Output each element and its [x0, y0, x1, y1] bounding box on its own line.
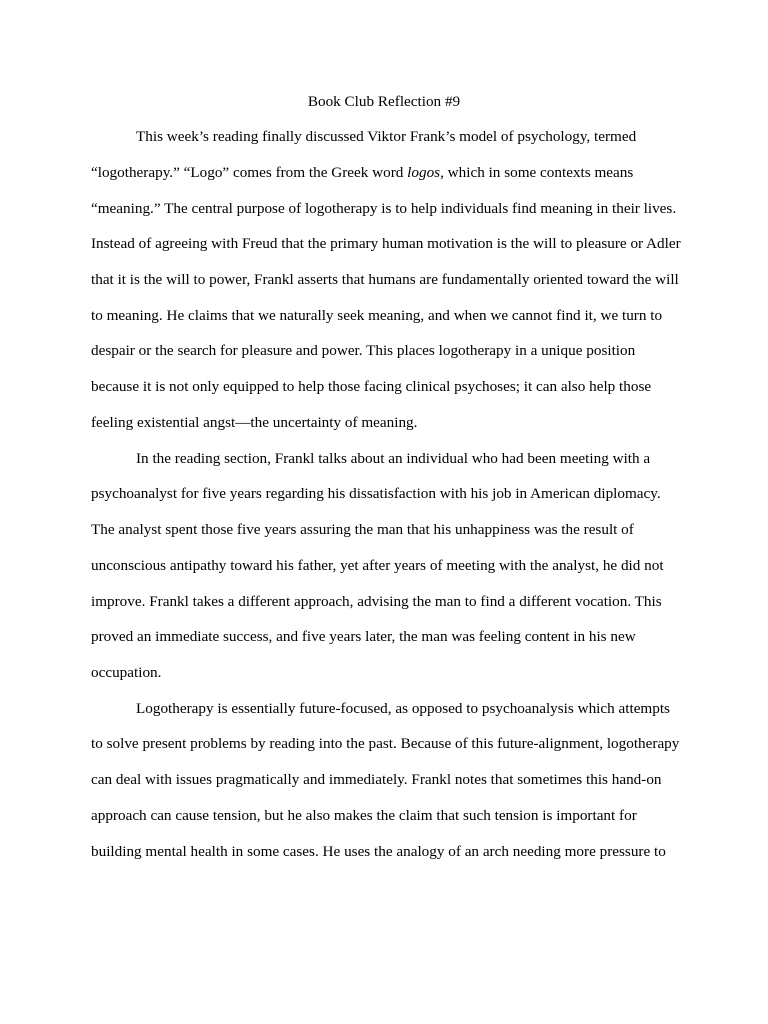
- paragraph-2-line-6: proved an immediate success, and five years later, the man was feeling content in his new: [91, 628, 636, 645]
- paragraph-3-line-2: to solve present problems by reading into the past. Because of this future-alignment, logotherapy: [91, 735, 680, 752]
- paragraph-1-line-5: that it is the will to power, Frankl asserts that humans are fundamentally oriented toward the will: [91, 271, 679, 288]
- paragraph-1-line-2: [91, 163, 633, 183]
- italic-word-logos: logos: [407, 164, 441, 181]
- paragraph-1-line-7: despair or the search for pleasure and power. This places logotherapy in a unique position: [91, 342, 636, 359]
- paragraph-3-line-3: can deal with issues pragmatically and immediately. Frankl notes that sometimes this hand-on: [91, 771, 662, 788]
- paragraph-1-line-1: This week’s reading finally discussed Viktor Frank’s model of psychology, termed: [136, 128, 637, 145]
- paragraph-3-line-4: approach can cause tension, but he also makes the claim that such tension is important for: [91, 807, 637, 824]
- paragraph-3-line-1: Logotherapy is essentially future-focused, as opposed to psychoanalysis which attempts: [136, 700, 670, 717]
- paragraph-2-line-4: unconscious antipathy toward his father, yet after years of meeting with the analyst, he did not: [91, 557, 664, 574]
- text-segment: , which in some contexts means: [440, 164, 634, 181]
- paragraph-2-line-2: psychoanalyst for five years regarding his dissatisfaction with his job in American diplomacy.: [91, 485, 661, 502]
- paragraph-2-line-1: In the reading section, Frankl talks about an individual who had been meeting with a: [136, 450, 651, 467]
- paragraph-1-line-8: because it is not only equipped to help those facing clinical psychoses; it can also help those: [91, 378, 652, 395]
- paragraph-2-line-7: occupation.: [91, 664, 162, 681]
- paragraph-1-line-9: feeling existential angst—the uncertainty of meaning.: [91, 414, 418, 431]
- paragraph-3-line-5: building mental health in some cases. He uses the analogy of an arch needing more pressure to: [91, 843, 666, 860]
- text-segment: “logotherapy.” “Logo” comes from the Greek word: [91, 164, 408, 181]
- document-title: Book Club Reflection #9: [307, 93, 461, 110]
- paragraph-1-line-3: “meaning.” The central purpose of logotherapy is to help individuals find meaning in their lives.: [91, 200, 677, 217]
- paragraph-2-line-3: The analyst spent those five years assuring the man that his unhappiness was the result of: [91, 521, 634, 538]
- paragraph-1-line-4: Instead of agreeing with Freud that the primary human motivation is the will to pleasure or Adler: [91, 235, 681, 252]
- paragraph-1-line-6: to meaning. He claims that we naturally seek meaning, and when we cannot find it, we turn to: [91, 307, 663, 324]
- paragraph-2-line-5: improve. Frankl takes a different approach, advising the man to find a different vocation. This: [91, 593, 662, 610]
